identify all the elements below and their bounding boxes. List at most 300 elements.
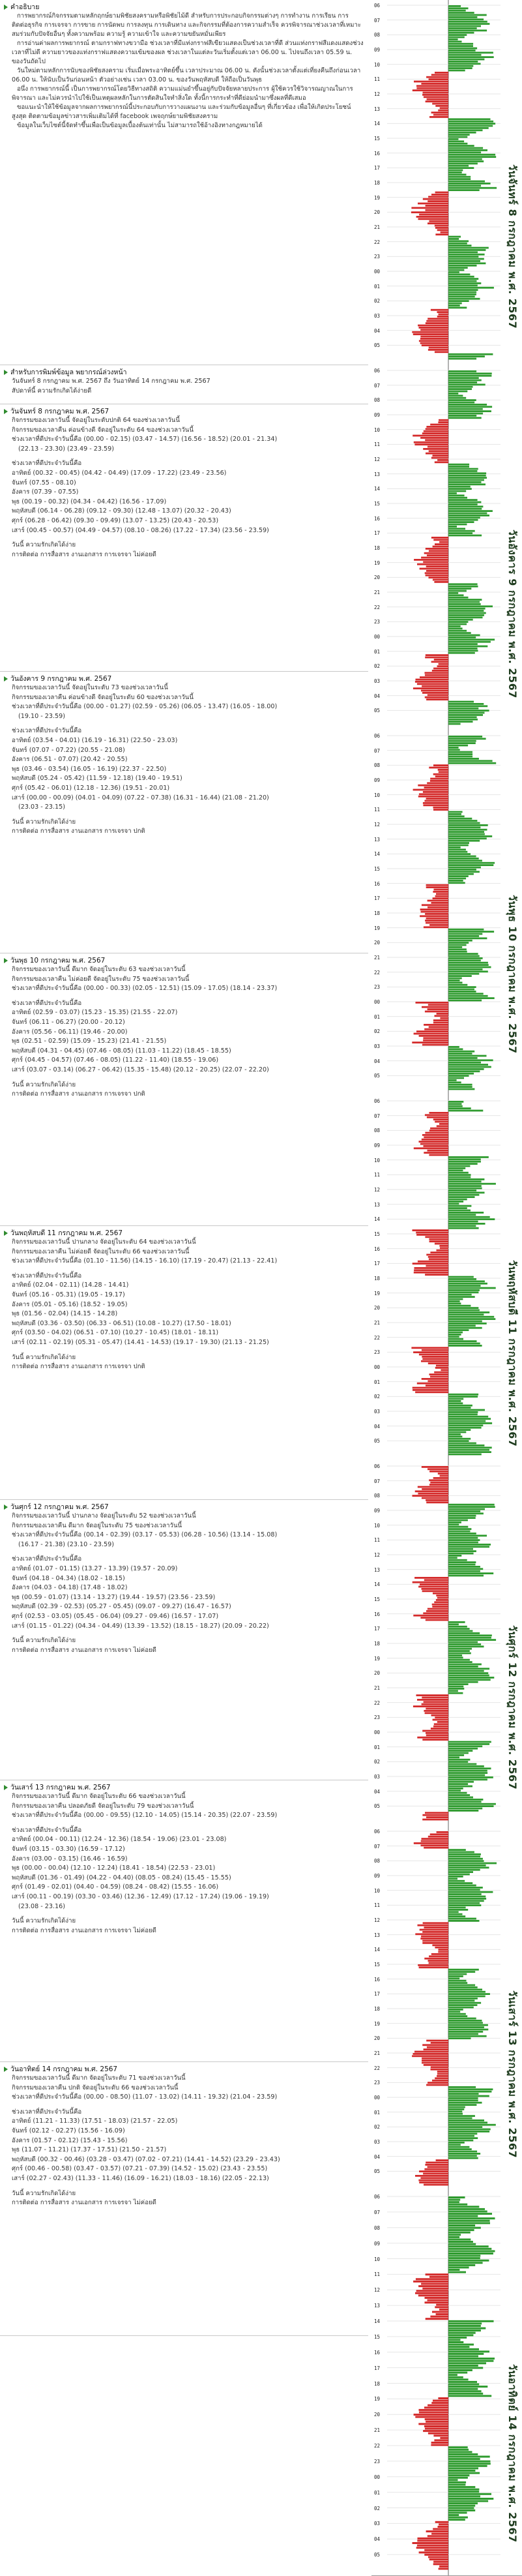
chart-bar (448, 475, 486, 477)
day-detail-line: พฤหัสบดี (00.32 - 00.46) (03.28 - 03.47) (07.02 - 07.21) (14.41 - 14.52) (23.29 - 23.43) (12, 2155, 280, 2163)
day-summary-line: ช่วงเวลาที่ดีประจำวันนี้คือ (00.14 - 02.39) (03.17 - 05.53) (06.28 - 10.56) (13.14 - 15.08) (12, 1531, 278, 1539)
chart-bar (448, 820, 477, 822)
hour-label: 18 (374, 2006, 381, 2012)
chart-bar (448, 2253, 493, 2254)
day-detail-line: เสาร์ (03.07 - 03.14) (06.27 - 06.42) (15.35 - 15.48) (20.12 - 20.25) (22.07 - 22.20) (12, 1066, 269, 1073)
chart-bar (448, 1998, 478, 1999)
chart-bar (429, 1238, 448, 1240)
chart-bar (448, 1411, 478, 1413)
chart-bar (424, 1152, 448, 1154)
chart-bar (448, 1539, 480, 1541)
chart-bar (423, 1040, 448, 1041)
chart-bar (448, 1878, 457, 1880)
chart-bar (448, 1672, 488, 1674)
chart-bar (422, 1814, 448, 1816)
chart-bar (448, 1885, 476, 1887)
chart-bar (439, 2568, 448, 2569)
chart-bar (448, 189, 480, 191)
chart-bar (448, 1851, 474, 1853)
chart-bar (419, 214, 448, 216)
chart-bar (448, 1086, 472, 1088)
chart-bar (448, 760, 493, 762)
intro-paragraph: วันใหม่ตามหลักการนับของพิชัยสงคราม เริ่มเมื่อพระอาทิตย์ขึ้น เวลาประมาณ 06.00 น. ดังนั้นช่วงเวลาตั้งแต่เที่ยงคืนถึงก่อนเวลา 06.00 น. ให้นับเป็นวันก่อนหน้า ตัวอย่างเช่น เวลา 03.00 น. ของวันพฤหัสบดี ให้ถือเป็นวันพุธ (12, 67, 361, 83)
chart-bar (429, 1373, 449, 1375)
chart-bar (448, 2097, 478, 2099)
hour-axis (374, 1461, 386, 1826)
chart-bar (448, 1639, 496, 1641)
chart-bar (448, 468, 478, 470)
hour-label: 17 (374, 1626, 381, 1632)
chart-bar (426, 453, 448, 455)
chart-bar (435, 1367, 448, 1369)
chart-bar (448, 931, 494, 933)
chart-bar (448, 2514, 459, 2516)
chart-bar (419, 327, 449, 329)
hour-label: 22 (374, 1334, 381, 1341)
chart-bar (448, 2367, 483, 2369)
chart-bar (422, 1931, 448, 1933)
chart-title: วันพฤหัสบดี 11 กรกฎาคม พ.ศ. 2567 (506, 1260, 519, 1447)
chart-bar (437, 1831, 448, 1833)
hour-label: 05 (374, 2168, 381, 2175)
hour-label: 13 (374, 836, 381, 843)
chart-bar (448, 494, 465, 496)
chart-bar (428, 1256, 448, 1258)
chart-bar (448, 535, 482, 537)
chart-bar (448, 875, 469, 877)
chart-bar (435, 1243, 448, 1245)
chart-bar (448, 738, 486, 740)
chart-bar (423, 1612, 448, 1614)
chart-bar (420, 1929, 448, 1931)
chart-bar (448, 151, 481, 153)
chart-bar (416, 2547, 448, 2549)
chart-bar (413, 2542, 449, 2544)
day-detail-line: ศุกร์ (06.28 - 06.42) (09.30 - 09.49) (13.07 - 13.25) (20.43 - 20.53) (12, 517, 219, 524)
chart-bar (448, 1750, 472, 1752)
chart-bar (425, 2418, 448, 2420)
chart-bar (448, 1203, 459, 1205)
chart-bar (434, 1371, 448, 1373)
chart-bar (448, 957, 483, 959)
chart-bar (437, 2071, 448, 2073)
chart-bar (420, 1938, 448, 1939)
chart-bar (448, 2239, 471, 2241)
chart-bar (448, 701, 474, 703)
chart-bar (430, 2316, 448, 2318)
hour-label: 13 (374, 1566, 381, 1573)
chart-bar (448, 625, 461, 627)
chart-bar (448, 1656, 463, 1658)
day-detail-line: พุธ (00.59 - 01.07) (13.14 - 13.27) (19.44 - 19.57) (23.56 - 23.59) (12, 1593, 216, 1601)
chart-bar (435, 227, 448, 229)
chart-bar (424, 1024, 448, 1026)
hour-label: 13 (374, 1932, 381, 1938)
chart-bar (448, 1161, 481, 1163)
day-detail-line: เสาร์ (00.45 - 00.57) (04.49 - 04.57) (08.10 - 08.26) (17.22 - 17.34) (23.56 - 23.59) (12, 526, 269, 534)
chart-bar (448, 1692, 463, 1694)
chart-bar (448, 1451, 491, 1453)
day-detail-line: พุธ (00.19 - 00.32) (04.34 - 04.42) (16.56 - 17.09) (12, 498, 167, 505)
chart-bar (448, 2144, 461, 2146)
chart-bar (448, 1975, 463, 1977)
chart-bar (426, 2273, 448, 2275)
chart-bar (428, 222, 448, 224)
chart-bar (422, 1044, 448, 1046)
chart-bar (422, 1739, 448, 1741)
day-footer-line: วันนี้ ความรักเกิดได้ง่าย (12, 1081, 76, 1088)
chart-column (371, 0, 522, 2575)
chart-bar (448, 154, 495, 156)
chart-bar (448, 1420, 486, 1422)
day-detail-line: อาทิตย์ (02.59 - 03.07) (15.23 - 15.35) (21.55 - 22.07) (12, 1009, 178, 1017)
chart-bar (429, 1955, 448, 1957)
chart-bar (448, 1849, 466, 1851)
chart-bar (415, 1391, 448, 1393)
chart-bar (448, 170, 463, 172)
day-footer-line: การติดต่อ การสื่อสาร งานเอกสาร การเจรจา ปกติ (12, 1090, 145, 1098)
chart-bar (448, 638, 495, 640)
hour-axis (374, 1826, 386, 2191)
chart-bar (415, 2292, 448, 2294)
chart-bar (448, 1668, 489, 1670)
chart-bar (448, 243, 467, 245)
chart-bar (426, 654, 448, 656)
chart-bar (448, 1454, 482, 1456)
chart-bar (429, 1479, 448, 1481)
chart-bar (448, 1887, 483, 1889)
chart-bar (448, 2220, 490, 2222)
chart-bar (414, 559, 448, 561)
hour-label: 21 (374, 2427, 381, 2434)
chart-bar (448, 1874, 470, 1876)
hour-label: 20 (374, 1305, 381, 1311)
chart-bar (430, 778, 448, 780)
chart-bar (426, 205, 448, 207)
hour-label: 02 (374, 298, 381, 305)
chart-bar (448, 503, 478, 505)
chart-bar (424, 2184, 448, 2186)
hour-label: 04 (374, 2153, 381, 2160)
chart-bar (436, 1595, 448, 1596)
chart-bar (429, 1026, 448, 1028)
chart-bar (448, 2453, 478, 2455)
chart-bar (426, 1610, 448, 1612)
chart-bar (418, 2423, 448, 2425)
chart-bar (448, 2232, 471, 2234)
chart-bar (426, 1499, 448, 1501)
chart-bar (448, 1084, 472, 1086)
chart-bar (448, 1568, 483, 1570)
day-detail-line: พุธ (03.46 - 03.54) (16.05 - 16.19) (22.37 - 22.50) (12, 765, 167, 773)
chart-bar (424, 2064, 448, 2066)
chart-bar (448, 1332, 463, 1334)
chart-bar (448, 835, 492, 837)
chart-bar (448, 59, 484, 61)
chart-bar (448, 406, 492, 408)
chart-bar (448, 1808, 482, 1810)
chart-svg (371, 1826, 522, 2191)
day-section (0, 404, 368, 672)
chart-bar (421, 557, 448, 559)
chart-bar (448, 1548, 473, 1550)
chart-bar (448, 240, 469, 242)
chart-bar (448, 183, 491, 185)
chart-bar (433, 764, 448, 766)
day-header (4, 674, 364, 683)
arrow-right-icon (4, 5, 8, 10)
hour-label: 16 (374, 2349, 381, 2356)
chart-bar (448, 1216, 490, 1218)
chart-bar (448, 499, 478, 501)
chart-bar (448, 353, 493, 355)
hour-label: 02 (374, 1394, 381, 1400)
chart-bar (448, 762, 496, 764)
hour-axis (374, 2191, 386, 2575)
chart-bar (448, 50, 476, 52)
chart-bar (448, 937, 487, 939)
chart-bar (448, 1163, 478, 1165)
chart-bar (448, 608, 486, 610)
chart-bar (448, 1176, 471, 1178)
chart-bar (422, 2044, 448, 2046)
chart-bar (422, 1703, 448, 1705)
chart-bar (448, 837, 487, 839)
chart-bar (448, 176, 471, 178)
chart-bar (431, 2402, 448, 2404)
chart-bar (448, 358, 476, 360)
chart-svg (371, 0, 522, 365)
chart-bar (448, 1797, 473, 1799)
hour-label: 01 (374, 648, 381, 655)
chart-bar (420, 915, 448, 917)
chart-bar (448, 1520, 468, 1521)
chart-bar (448, 1062, 481, 1064)
chart-bar (431, 1953, 448, 1955)
chart-bar (448, 1783, 468, 1785)
chart-bar (448, 260, 480, 262)
arrow-right-icon (4, 958, 8, 963)
chart-bar (422, 2058, 448, 2059)
chart-bar (421, 911, 449, 913)
chart-bar (448, 1446, 492, 1448)
chart-bar (425, 439, 448, 441)
chart-bar (440, 1017, 448, 1019)
chart-bar (448, 2102, 482, 2104)
chart-bar (448, 831, 484, 833)
chart-bar (448, 118, 491, 120)
chart-bar (428, 2535, 448, 2537)
hour-label: 22 (374, 604, 381, 610)
chart-bar (448, 2353, 484, 2355)
chart-bar (425, 2164, 448, 2166)
chart-bar (415, 2175, 448, 2177)
chart-bar (448, 1643, 481, 1645)
chart-bar (448, 2153, 480, 2155)
hour-label: 15 (374, 501, 381, 507)
chart-bar (429, 2558, 448, 2560)
chart-bar (422, 1006, 448, 1008)
chart-bar (425, 920, 448, 921)
day-detail-line: พฤหัสบดี (06.14 - 06.28) (09.12 - 09.30) (12.48 - 13.07) (20.32 - 20.43) (12, 507, 231, 515)
chart-bar (448, 1302, 461, 1304)
day-footer-line: การติดต่อ การสื่อสาร งานเอกสาร การเจรจา ไม่ค่อยดี (12, 1926, 156, 1934)
hour-label: 19 (374, 2396, 381, 2403)
chart-bar (448, 158, 482, 160)
chart-bar (448, 307, 467, 308)
chart-bar (414, 1267, 449, 1269)
chart-bar (448, 840, 480, 842)
chart-bar (448, 2348, 479, 2350)
chart-bar (448, 289, 478, 291)
day-detail-line: อังคาร (07.39 - 07.55) (12, 488, 79, 496)
chart-bar (433, 539, 448, 541)
chart-bar (448, 1210, 471, 1212)
chart-bar (448, 2358, 495, 2359)
chart-bar (448, 1396, 478, 1398)
chart-bar (448, 1169, 463, 1171)
chart-bar (428, 2082, 448, 2084)
chart-bar (448, 393, 458, 395)
chart-bar (448, 588, 471, 590)
arrow-right-icon (4, 1231, 8, 1236)
chart-bar (448, 236, 461, 238)
chart-bar (448, 1201, 463, 1203)
chart-bar (431, 661, 448, 663)
hour-label: 08 (374, 1128, 381, 1134)
chart-bar (448, 1440, 469, 1442)
chart-bar (448, 1435, 462, 1437)
chart-title: วันจันทร์ 8 กรกฎาคม พ.ศ. 2567 (506, 164, 519, 329)
chart-bar (448, 256, 478, 258)
chart-bar (448, 946, 462, 948)
chart-bar (427, 1116, 448, 1118)
chart-bar (421, 1844, 449, 1846)
intro-paragraph: อนึ่ง การพยากรณ์นี้ เป็นการพยากรณ์โดยวิธีทางสถิติ ความแม่นยำขึ้นอยู่กับปัจจัยหลายประการ ผู้ใช้ควรใช้วิจารณญาณในการพิจารณา และไม่ควรนำไปใช้เป็นเหตุผลหลักในการตัดสินใจทำสิ่งใด ทั้งนี้การกระทำที่ดีย่อมนำมาซึ่งผลที่ดีเสมอ (12, 85, 353, 102)
chart-bar (448, 2255, 480, 2257)
hour-label: 01 (374, 1744, 381, 1750)
hour-label: 05 (374, 1803, 381, 1810)
day-title: วันศุกร์ 12 กรกฎาคม พ.ศ. 2567 (10, 1503, 109, 1511)
hour-axis (374, 730, 386, 1096)
hour-label: 12 (374, 1552, 381, 1558)
chart-bar (413, 1387, 448, 1389)
hour-label: 05 (374, 708, 381, 714)
chart-bar (448, 1523, 459, 1525)
chart-bar (425, 2428, 448, 2430)
chart-bar (422, 344, 448, 346)
chart-bar (448, 1323, 487, 1325)
hour-label: 23 (374, 2458, 381, 2464)
chart-bar (424, 430, 448, 432)
day-summary-line: กิจกรรมของเวลาวันนี้ ดีมาก จัดอยู่ในระดับ 71 ของช่วงเวลาวันนี้ (12, 2074, 186, 2082)
chart-bar (422, 1588, 449, 1590)
chart-bar (418, 1486, 448, 1488)
chart-bar (416, 2290, 448, 2292)
hour-label: 14 (374, 2318, 381, 2324)
chart-bar (448, 1765, 484, 1767)
hour-label: 08 (374, 1858, 381, 1865)
chart-bar (448, 2519, 465, 2521)
hour-label: 20 (374, 209, 381, 216)
chart-bar (426, 209, 449, 211)
chart-bar (424, 2406, 448, 2408)
chart-bar (440, 1247, 448, 1249)
hour-label: 13 (374, 106, 381, 112)
chart-bar (448, 955, 480, 957)
chart-bar (426, 322, 448, 324)
chart-bar (440, 2437, 448, 2439)
chart-bar (429, 1484, 448, 1486)
chart-bar (448, 650, 478, 651)
chart-svg (371, 730, 522, 1096)
chart-bar (428, 1960, 449, 1962)
chart-bar (448, 1786, 472, 1788)
chart-bar (448, 258, 484, 260)
chart-bar (425, 657, 448, 659)
chart-bar (419, 340, 448, 342)
chart-bar (426, 886, 448, 888)
chart-bar (448, 621, 468, 623)
chart-bar (448, 1623, 459, 1625)
chart-bar (414, 1269, 448, 1271)
chart-bar (448, 528, 465, 530)
chart-bar (448, 981, 463, 983)
chart-bar (424, 1710, 448, 1712)
chart-bar (448, 1655, 462, 1656)
chart-bar (448, 125, 493, 127)
chart-bar (426, 428, 448, 430)
chart-bar (448, 2004, 477, 2006)
chart-bar (422, 1139, 448, 1141)
chart-bar (423, 2173, 448, 2175)
chart-bar (433, 455, 449, 457)
chart-bar (448, 1070, 480, 1072)
chart-bar (448, 2009, 463, 2011)
chart-bar (418, 785, 448, 786)
chart-bar (448, 2390, 482, 2392)
day-detail-line: เสาร์ (02.11 - 02.19) (05.31 - 05.47) (14.41 - 14.53) (19.17 - 19.30) (21.13 - 21.25) (12, 1338, 269, 1346)
chart-bar (425, 800, 449, 802)
chart-bar (448, 293, 476, 295)
chart-bar (448, 1863, 497, 1865)
chart-bar (413, 2281, 448, 2283)
chart-bar (448, 2124, 496, 2126)
hour-label: 22 (374, 2443, 381, 2449)
chart-bar (448, 2378, 469, 2380)
intro-paragraph: การอ่านค่าผลการพยากรณ์ ตามกราฟทางขวามือ ช่วงเวลาที่มีแท่งกราฟสีเขียวแสดงเป็นช่วงเวลาที่ดี ส่วนแท่งกราฟสีแดงแสดงช่วงเวลาที่ไม่ดี ความยาวของแท่งกราฟแสดงความเข้มของผล ช่วงเวลาในแต่ละวันเริ่มตั้งแต่เวลา 06.00 น. ไปจนถึงเวลา 05.59 น. ของวันถัดไป (12, 40, 364, 65)
chart-bar (435, 461, 448, 463)
hour-label: 09 (374, 2240, 381, 2247)
hour-label: 00 (374, 2474, 381, 2480)
chart-bar (448, 121, 493, 123)
hour-label: 09 (374, 412, 381, 418)
chart-bar (448, 284, 478, 286)
chart-bar (448, 848, 466, 850)
chart-bar (448, 1686, 463, 1688)
hour-label: 23 (374, 984, 381, 991)
hour-axis (374, 0, 386, 365)
day-footer-line: การติดต่อ การสื่อสาร งานเอกสาร การเจรจา ปกติ (12, 1363, 145, 1371)
chart-bar (448, 1212, 484, 1214)
chart-bar (448, 2104, 476, 2106)
chart-bar (448, 2204, 467, 2206)
hour-label: 03 (374, 313, 381, 319)
chart-bar (448, 372, 492, 374)
day-detail-line: อาทิตย์ (03.54 - 04.01) (16.19 - 16.31) (22.50 - 23.03) (12, 736, 178, 744)
chart-bar (439, 663, 448, 665)
chart-bar (448, 172, 462, 173)
